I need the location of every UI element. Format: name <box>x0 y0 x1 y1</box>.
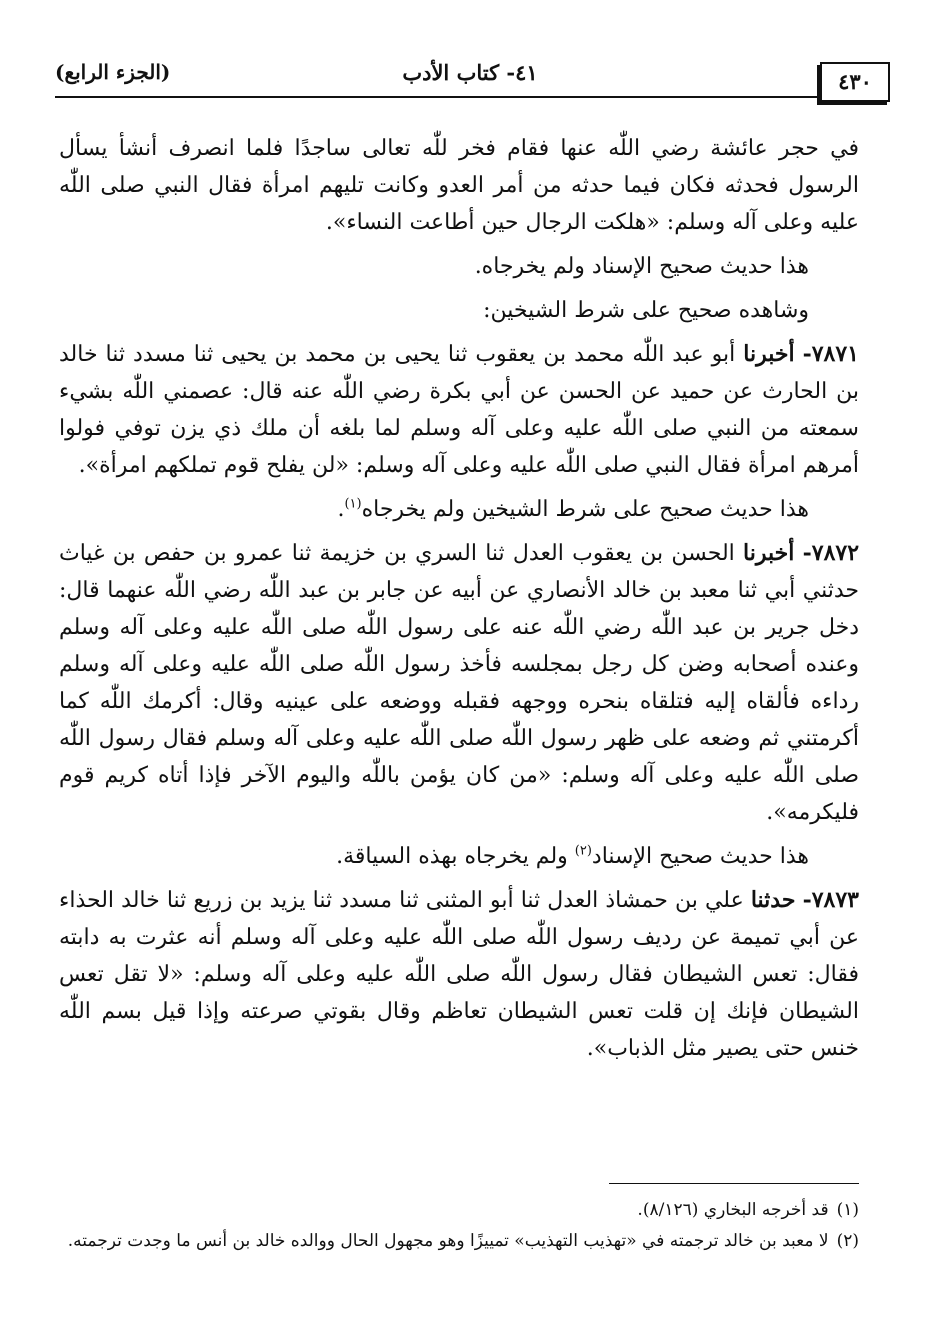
hadith-7873 <box>59 882 859 1067</box>
grade-statement <box>59 838 859 875</box>
paragraph-continuation: في حجر عائشة رضي اللّٰه عنها فقام فخر للّٰه تعالى ساجدًا فلما انصرف أنشأ يسأل الرسول فحدثه فكان فيما حدثه من أمر العدو وكانت تليهم امرأة فقال النبي صلى اللّٰه عليه وعلى آله وسلم: «هلكت الرجال حين أطاعت النساء». <box>59 136 859 235</box>
page-header <box>55 52 890 112</box>
book-title: ٤١- كتاب الأدب <box>402 60 538 85</box>
footnote-number: (١) <box>836 1200 859 1220</box>
grade-statement <box>59 491 859 528</box>
header-rule <box>55 96 819 98</box>
hadith-text: علي بن حمشاذ العدل ثنا أبو المثنى ثنا مسدد ثنا يزيد بن زريع ثنا خالد الحذاء عن أبي تميمة عن رديف رسول اللّٰه صلى اللّٰه عليه وعلى آله وسلم أنه عثرت به دابته فقال: تعس الشيطان فقال رسول اللّٰه صلى اللّٰه عليه وعلى آله وسلم: «لا تقل تعس الشيطان فإنك إن قلت تعس الشيطان تعاظم وقال بقوتي صرعته وإذا قيل بسم اللّٰه خنس حتى يصير مثل الذباب». <box>59 888 859 1061</box>
grade-end: . <box>337 497 345 522</box>
footnote-1 <box>59 1195 859 1226</box>
witness-statement: وشاهده صحيح على شرط الشيخين: <box>483 298 809 323</box>
main-text <box>59 130 859 1074</box>
hadith-lead: حدثنا <box>750 887 796 913</box>
hadith-number: ٧٨٧٢- <box>802 540 860 566</box>
grade-text: ولم يخرجاه بهذه السياقة. <box>336 844 575 869</box>
hadith-7871 <box>59 336 859 484</box>
grade-text: هذا حديث صحيح الإسناد <box>591 844 809 869</box>
footnote-ref[interactable]: (١) <box>344 496 362 512</box>
grade-text: هذا حديث صحيح على شرط الشيخين ولم يخرجاه <box>361 497 809 522</box>
footnote-rule <box>609 1183 859 1184</box>
footnote-ref[interactable]: (٢) <box>574 843 592 859</box>
footnote-number: (٢) <box>836 1231 859 1251</box>
volume-label: (الجزء الرابع) <box>55 60 171 84</box>
hadith-lead: أخبرنا <box>743 540 795 566</box>
footnote-text: قد أخرجه البخاري (٨/١٢٦). <box>637 1200 829 1220</box>
page-number: ٤٣٠ <box>820 62 890 102</box>
hadith-7872 <box>59 535 859 831</box>
hadith-lead: أخبرنا <box>743 341 795 367</box>
footnote-text: لا معبد بن خالد ترجمته في «تهذيب التهذيب» تمييزًا وهو مجهول الحال ووالده خالد بن أنس ما وجدت ترجمته. <box>67 1231 829 1251</box>
hadith-number: ٧٨٧١- <box>802 341 859 367</box>
hadith-text: الحسن بن يعقوب العدل ثنا السري بن خزيمة ثنا عمرو بن حفص بن غياث حدثني أبي ثنا معبد بن خالد الأنصاري عن أبيه عن جابر بن عبد اللّٰه رضي اللّٰه عنهما قال: دخل جرير بن عبد اللّٰه رضي اللّٰه عنه على رسول اللّٰه صلى اللّٰه عليه وعلى آله وسلم وعنده أصحابه وضن كل رجل بمجلسه فأخذ رسول اللّٰه صلى اللّٰه عليه وعلى آله وسلم رداءه فألقاه إليه فتلقاه بنحره ووجهه فقبله ووضعه على عينيه وقال: أكرمك اللّٰه كما أكرمتني ثم وضعه على ظهر رسول اللّٰه صلى اللّٰه عليه وعلى آله وسلم فقال رسول اللّٰه صلى اللّٰه عليه وعلى آله وسلم: «من كان يؤمن باللّٰه واليوم الآخر فإذا أتاه كريم قوم فليكرمه». <box>59 541 859 825</box>
grade-statement: هذا حديث صحيح الإسناد ولم يخرجاه. <box>474 254 809 279</box>
footnote-2 <box>59 1226 859 1257</box>
hadith-number: ٧٨٧٣- <box>802 887 859 913</box>
footnotes <box>59 1195 859 1257</box>
hadith-text: أبو عبد اللّٰه محمد بن يعقوب ثنا يحيى بن محمد بن يحيى ثنا مسدد ثنا خالد بن الحارث عن حميد عن الحسن عن أبي بكرة رضي اللّٰه عنه قال: عصمني اللّٰه بشيء سمعته من النبي صلى اللّٰه عليه وعلى آله وسلم لما بلغه أن ملك ذي يزن توفي فولوا أمرهم امرأة فقال النبي صلى اللّٰه عليه وعلى آله وسلم: «لن يفلح قوم تملكهم امرأة». <box>59 342 859 478</box>
